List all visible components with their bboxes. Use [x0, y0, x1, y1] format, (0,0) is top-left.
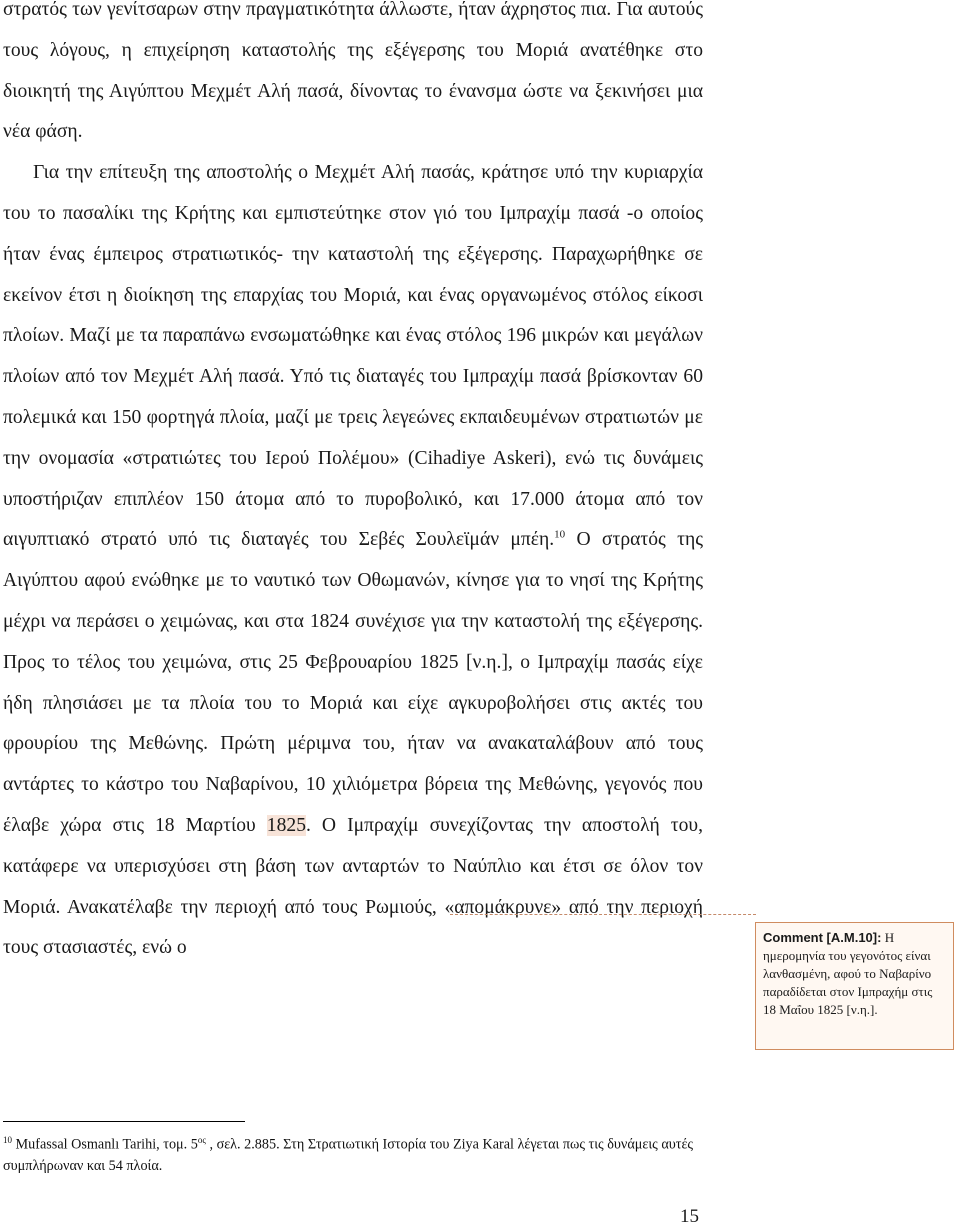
comment-highlight[interactable]: 1825	[266, 814, 306, 836]
footnote-separator	[3, 1121, 245, 1122]
paragraph-1: στρατός των γενίτσαρων στην πραγματικότητα άλλωστε, ήταν άχρηστος πια. Για αυτούς τους λόγους, η επιχείρηση καταστολής της εξέγερσης του Μοριά ανατέθηκε στο διοικητή της Αιγύπτου Μεχμέτ Αλή πασά, δίνοντας το ένανσμα ώστε να ξεκινήσει μια νέα φάση.	[3, 0, 703, 143]
body-text	[3, 0, 703, 969]
comment-connector	[450, 914, 756, 963]
comment-balloon[interactable]	[755, 922, 954, 1050]
paragraph-2	[3, 153, 703, 969]
footnote-sup: ος	[197, 1135, 206, 1145]
page-number: 15	[680, 1206, 699, 1227]
paragraph-2-part-b: Ο στρατός της Αιγύπτου αφού ενώθηκε με το ναυτικό των Οθωμανών, κίνησε για το νησί της Κρήτης μέχρι να περάσει ο χειμώνας, και στα 1824 συνέχισε για την καταστολή της εξέγερσης. Προς το τέλος του χειμώνα, στις 25 Φεβρουαρίου 1825 [ν.η.], ο Ιμπραχίμ πασάς είχε ήδη πλησιάσει με τα πλοία του το Μοριά και είχε αγκυροβολήσει στις ακτές του φρουρίου της Μεθώνης. Πρώτη μέριμνα του, ήταν να ανακαταλάβουν από τους αντάρτες το κάστρο του Ναβαρίνου, 10 χιλιόμετρα βόρεια της Μεθώνης, γεγονός που έλαβε χώρα στις 18 Μαρτίου	[3, 529, 703, 836]
footnote-text-a: Mufassal Osmanlı Tarihi, τομ. 5	[12, 1136, 198, 1153]
paragraph-2-part-a: Για την επίτευξη της αποστολής ο Μεχμέτ Αλή πασάς, κράτησε υπό την κυριαρχία του το πασαλίκι της Κρήτης και εμπιστεύτηκε στον γιό του Ιμπραχίμ πασά -ο οποίος ήταν ένας έμπειρος στρατιωτικός- την καταστολή της εξέγερσης. Παραχωρήθηκε σε εκείνον έτσι η διοίκηση της επαρχίας του Μοριά, και ένας οργανωμένος στόλος είκοσι πλοίων. Μαζί με τα παραπάνω ενσωματώθηκε και ένας στόλος 196 μικρών και μεγάλων πλοίων από τον Μεχμέτ Αλή πασά. Υπό τις διαταγές του Ιμπραχίμ πασά βρίσκονταν 60 πολεμικά και 150 φορτηγά πλοία, μαζί με τρεις λεγεώνες εκπαιδευμένων στρατιωτών με την ονομασία «στρατιώτες του Ιερού Πολέμου» (Cihadiye Askeri), ενώ τις δυνάμεις υποστήριζαν επιπλέον 150 άτομα από το πυροβολικό, και 17.000 άτομα από τον αιγυπτιακό στρατό υπό τις διαταγές του Σεβές Σουλεϊμάν μπέη.	[3, 162, 703, 551]
footnote-reference[interactable]: 10	[554, 528, 566, 541]
comment-label: Comment [A.M.10]:	[763, 930, 882, 945]
footnote-text-b: , σελ. 2.885. Στη Στρατιωτική Ιστορία του Ziya Karal λέγεται πως τις δυνάμεις αυτές συμπλήρωναν και 54 πλοία.	[3, 1136, 694, 1174]
comment-text: Η ημερομηνία του γεγονότος είναι λανθασμένη, αφού το Ναβαρίνο παραδίδεται στον Ιμπραχήμ στις 18 Μαΐου 1825 [ν.η.].	[763, 930, 933, 1017]
paragraph-2-part-c: . Ο Ιμπραχίμ συνεχίζοντας την αποστολή του, κατάφερε να υπερισχύσει στη βάση των ανταρτών το Ναύπλιο και έτσι σε όλον τον Μοριά. Ανακατέλαβε την περιοχή από τους Ρωμιούς, «απομάκρυνε» από την περιοχή τους στασιαστές, ενώ ο	[3, 814, 704, 959]
footnote-number: 10	[3, 1135, 12, 1145]
footnote	[3, 1130, 703, 1177]
